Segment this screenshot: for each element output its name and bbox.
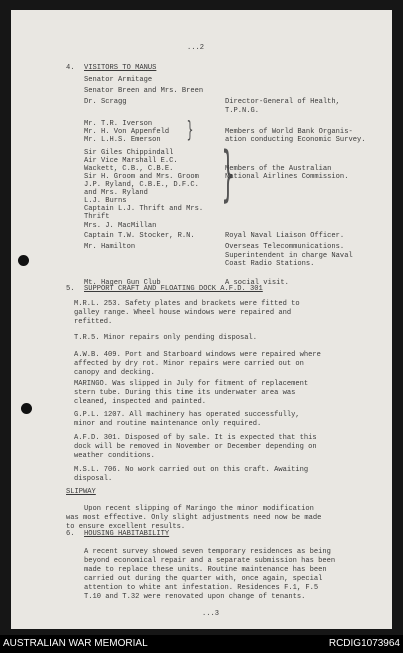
brace: } bbox=[186, 118, 194, 143]
page-marker-top: ...2 bbox=[187, 44, 205, 52]
visitor-name: Captain L.J. Thrift and Mrs. bbox=[84, 205, 204, 213]
visitor-role: Overseas Telecommunications. bbox=[225, 243, 345, 251]
visitor-name: Sir Giles Chippindall bbox=[84, 149, 174, 157]
visitor-name: Dr. Scragg bbox=[84, 98, 127, 106]
housing-line: carried out during the quarter with, once again, special bbox=[84, 575, 323, 583]
visitor-role: Members of World Bank Organis- bbox=[225, 128, 353, 136]
visitor-role: Superintendent in charge Naval bbox=[225, 252, 353, 260]
visitor-name: Mr. T.R. Iverson bbox=[84, 120, 153, 128]
craft-paragraph-line: refitted. bbox=[74, 318, 113, 326]
visitor-role: A social visit. bbox=[225, 279, 289, 287]
visitor-name: J.P. Ryland, C.B.E., D.F.C. bbox=[84, 181, 199, 189]
visitor-role: Director-General of Health, bbox=[225, 98, 340, 106]
punch-hole-top bbox=[18, 255, 29, 266]
craft-paragraph-line: cleaned, inspected and painted. bbox=[74, 398, 206, 406]
section-4-heading: VISITORS TO MANUS bbox=[84, 64, 157, 72]
craft-paragraph-line: dock will be removed in November or December depending on bbox=[74, 443, 317, 451]
slipway-line: Upon recent slipping of Maringo the minor modification bbox=[84, 505, 314, 513]
visitor-role: Members of the Australian bbox=[225, 165, 332, 173]
craft-paragraph-line: galley range. Wheel house windows were repaired and bbox=[74, 309, 292, 317]
section-4-number: 4. bbox=[66, 64, 75, 72]
slipway-line: was most effective. Only slight adjustments need now be made bbox=[66, 514, 322, 522]
visitor-name: Mr. Hamilton bbox=[84, 243, 136, 251]
visitor-name: Senator Breen and Mrs. Breen bbox=[84, 87, 204, 95]
housing-line: T.10 and T.32 were renovated upon change of tenants. bbox=[84, 593, 306, 601]
footer-institution: AUSTRALIAN WAR MEMORIAL bbox=[3, 638, 148, 649]
section-5-number: 5. bbox=[66, 285, 75, 293]
housing-line: A recent survey showed seven temporary residences as being bbox=[84, 548, 331, 556]
craft-paragraph-line: MARINGO. Was slipped in July for fitment of replacement bbox=[74, 380, 309, 388]
craft-paragraph-line: disposal. bbox=[74, 475, 113, 483]
craft-paragraph-line: stern tube. During this time its underwater area was bbox=[74, 389, 296, 397]
visitor-name: Sir H. Groom and Mrs. Groom bbox=[84, 173, 199, 181]
visitor-name: Senator Armitage bbox=[84, 76, 153, 84]
visitor-role: Coast Radio Stations. bbox=[225, 260, 315, 268]
visitor-name: Mr. H. Von Appenfeld bbox=[84, 128, 170, 136]
archive-footer bbox=[0, 635, 403, 653]
visitor-name: Thrift bbox=[84, 213, 110, 221]
slipway-line: to ensure excellent results. bbox=[66, 523, 186, 531]
craft-paragraph-line: A.F.D. 301. Disposed of by sale. It is expected that this bbox=[74, 434, 317, 442]
brace: } bbox=[221, 139, 235, 209]
visitor-name: Mt. Hagen Gun Club bbox=[84, 279, 161, 287]
craft-paragraph-line: M.S.L. 706. No work carried out on this craft. Awaiting bbox=[74, 466, 309, 474]
craft-paragraph-line: M.R.L. 253. Safety plates and brackets were fitted to bbox=[74, 300, 300, 308]
visitor-name: Mr. L.H.S. Emerson bbox=[84, 136, 161, 144]
section-6-heading: HOUSING HABITABILITY bbox=[84, 530, 170, 538]
craft-paragraph-line: canopy and decking. bbox=[74, 369, 155, 377]
visitor-name: Captain T.W. Stocker, R.N. bbox=[84, 232, 195, 240]
craft-paragraph-line: weather conditions. bbox=[74, 452, 155, 460]
craft-paragraph-line: affected by dry rot. Minor repairs were carried out on bbox=[74, 360, 304, 368]
visitor-role: T.P.N.G. bbox=[225, 107, 260, 115]
document-page bbox=[11, 10, 392, 629]
craft-paragraph-line: T.R.5. Minor repairs only pending disposal. bbox=[74, 334, 258, 342]
craft-paragraph-line: A.W.B. 409. Port and Starboard windows were repaired where bbox=[74, 351, 321, 359]
housing-line: made to replace these units. Routine maintenance has been bbox=[84, 566, 327, 574]
visitor-name: Wackett, C.B., C.B.E. bbox=[84, 165, 174, 173]
housing-line: attention to white ant infestation. Residences F.1, F.5 bbox=[84, 584, 319, 592]
footer-record-id: RCDIG1073964 bbox=[328, 638, 400, 649]
page-marker-bottom: ...3 bbox=[202, 610, 220, 618]
craft-paragraph-line: minor and routine maintenance only required. bbox=[74, 420, 262, 428]
punch-hole-bottom bbox=[21, 403, 32, 414]
visitor-role: National Airlines Commission. bbox=[225, 173, 349, 181]
slipway-heading: SLIPWAY bbox=[66, 488, 96, 496]
visitor-name: and Mrs. Ryland bbox=[84, 189, 148, 197]
section-6-number: 6. bbox=[66, 530, 75, 538]
craft-paragraph-line: G.P.L. 1207. All machinery has operated successfully, bbox=[74, 411, 300, 419]
visitor-name: Air Vice Marshall E.C. bbox=[84, 157, 178, 165]
visitor-name: Mrs. J. MacMillan bbox=[84, 222, 157, 230]
section-5-heading: SUPPORT CRAFT AND FLOATING DOCK A.F.D. 301 bbox=[84, 285, 263, 293]
housing-line: beyond economical repair and a separate submission has been bbox=[84, 557, 336, 565]
visitor-role: ation conducting Economic Survey. bbox=[225, 136, 366, 144]
visitor-name: L.J. Burns bbox=[84, 197, 127, 205]
visitor-role: Royal Naval Liaison Officer. bbox=[225, 232, 345, 240]
